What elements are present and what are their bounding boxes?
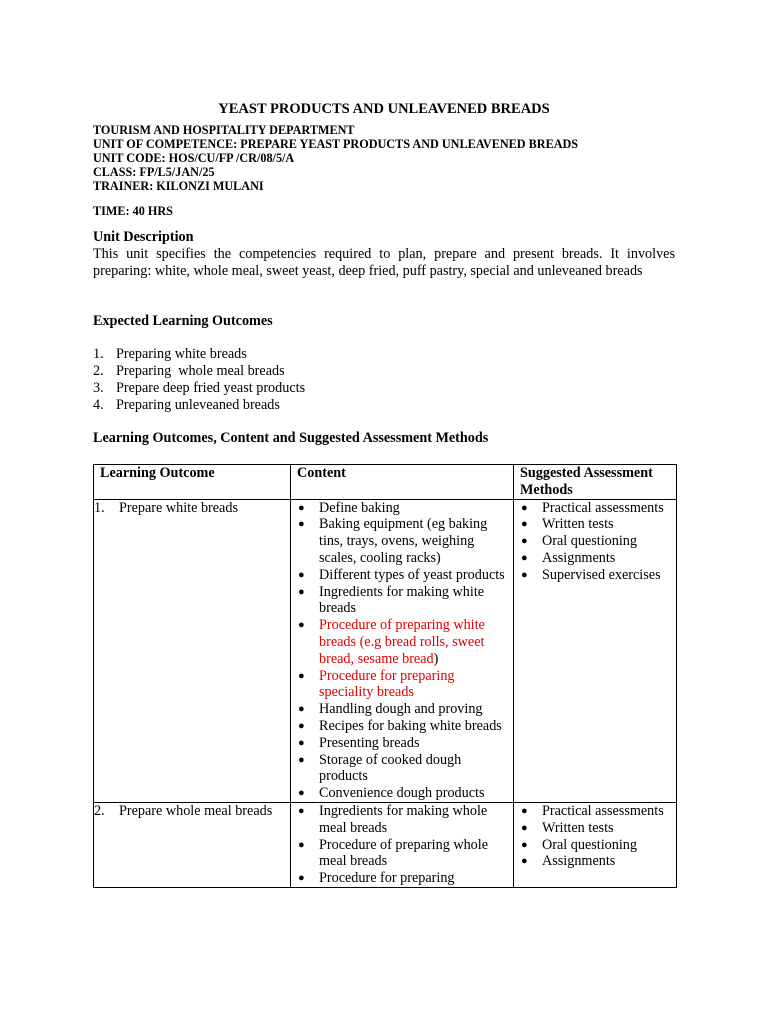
trainer-line: TRAINER: KILONZI MULANI — [93, 179, 264, 193]
list-item: ● Define baking — [298, 499, 400, 516]
bullet-icon: ● — [521, 501, 528, 514]
list-item: ● Assignments — [521, 549, 616, 566]
list-item: 2. Preparing whole meal breads — [93, 363, 285, 379]
unit-description-heading: Unit Description — [93, 229, 194, 245]
list-item: ● Presenting breads — [298, 734, 420, 751]
expected-outcomes-heading: Expected Learning Outcomes — [93, 313, 273, 329]
list-item: ● Different types of yeast products — [298, 566, 505, 583]
bullet-icon: ● — [298, 703, 305, 716]
list-item: ● Written tests — [521, 819, 614, 836]
content-cell — [291, 499, 514, 802]
list-item: ● Written tests — [521, 516, 614, 533]
list-item: ● Storage of cooked dough products — [298, 751, 462, 785]
list-item: ● Procedure of preparing white breads (e.g bread rolls, sweet bread, sesame bread) — [298, 617, 485, 667]
bullet-icon: ● — [298, 736, 305, 749]
bullet-icon: ● — [298, 787, 305, 800]
assessment-cell — [514, 499, 677, 802]
outcome-text: Prepare whole meal breads — [119, 802, 273, 819]
outcomes-table-heading: Learning Outcomes, Content and Suggested Assessment Methods — [93, 430, 489, 446]
list-item: ● Oral questioning — [521, 533, 637, 550]
bullet-icon: ● — [298, 501, 305, 514]
bullet-icon: ● — [521, 804, 528, 817]
bullet-icon: ● — [298, 838, 305, 851]
unit-description-text: This unit specifies the competencies required to plan, prepare and present breads. It involves preparing: white, whole meal, sweet yeast, deep fried, puff pastry, special and unleveaned breads — [93, 246, 675, 279]
bullet-icon: ● — [298, 568, 305, 581]
header-assessment-methods: Suggested Assessment Methods — [514, 465, 677, 500]
bullet-icon: ● — [521, 551, 528, 564]
bullet-icon: ● — [298, 669, 305, 682]
outcome-cell: 2. Prepare whole meal breads — [94, 802, 291, 887]
table-row — [94, 499, 677, 802]
list-item: ● Baking equipment (eg baking tins, trays, ovens, weighing scales, cooling racks) — [298, 516, 488, 566]
bullet-icon: ● — [298, 804, 305, 817]
list-item: ● Practical assessments — [521, 499, 664, 516]
list-item: ● Procedure of preparing whole meal breads — [298, 836, 489, 870]
bullet-icon: ● — [521, 838, 528, 851]
bullet-icon: ● — [298, 619, 305, 632]
bullet-icon: ● — [298, 518, 305, 531]
bullet-icon: ● — [298, 872, 305, 885]
list-item: ● Convenience dough products — [298, 785, 485, 802]
bullet-icon: ● — [521, 518, 528, 531]
list-item: ● Recipes for baking white breads — [298, 717, 502, 734]
outcome-text: Prepare white breads — [119, 499, 238, 516]
list-item: 1. Preparing white breads — [93, 346, 247, 362]
document-title: YEAST PRODUCTS AND UNLEAVENED BREADS — [218, 101, 550, 117]
header-content: Content — [291, 465, 514, 500]
unit-of-competence-line: UNIT OF COMPETENCE: PREPARE YEAST PRODUCTS AND UNLEAVENED BREADS — [93, 137, 579, 151]
list-item: ● Assignments — [521, 853, 616, 870]
list-item: ● Procedure for preparing — [298, 870, 455, 887]
class-line: CLASS: FP/L5/JAN/25 — [93, 165, 215, 179]
document-meta — [93, 123, 578, 193]
bullet-icon: ● — [298, 585, 305, 598]
bullet-icon: ● — [298, 719, 305, 732]
list-item: ● Practical assessments — [521, 802, 664, 819]
outcome-cell: 1. Prepare white breads — [94, 499, 291, 802]
department-line: TOURISM AND HOSPITALITY DEPARTMENT — [93, 123, 355, 137]
bullet-icon: ● — [298, 753, 305, 766]
list-item: ● Ingredients for making white breads — [298, 583, 485, 617]
list-item: ● Handling dough and proving — [298, 701, 483, 718]
list-item: 3. Prepare deep fried yeast products — [93, 380, 306, 396]
outcomes-table — [93, 464, 677, 888]
table-header-row — [94, 465, 677, 500]
table-row — [94, 802, 677, 887]
header-learning-outcome: Learning Outcome — [94, 465, 291, 500]
list-item: 4. Preparing unleveaned breads — [93, 397, 280, 413]
time-line: TIME: 40 HRS — [93, 204, 173, 218]
list-item: ● Oral questioning — [521, 836, 637, 853]
list-item: ● Procedure for preparing speciality breads — [298, 667, 455, 701]
bullet-icon: ● — [521, 535, 528, 548]
list-item: ● Supervised exercises — [521, 566, 661, 583]
bullet-icon: ● — [521, 821, 528, 834]
unit-code-line: UNIT CODE: HOS/CU/FP /CR/08/5/A — [93, 151, 295, 165]
bullet-icon: ● — [521, 568, 528, 581]
content-cell — [291, 802, 514, 887]
bullet-icon: ● — [521, 855, 528, 868]
expected-outcomes-list — [93, 346, 305, 414]
assessment-cell — [514, 802, 677, 887]
list-item: ● Ingredients for making whole meal breads — [298, 802, 488, 836]
